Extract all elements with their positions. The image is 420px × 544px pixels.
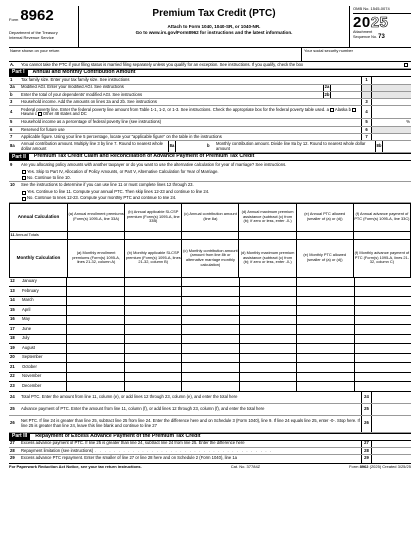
line-text: Total PTC. Enter the amount from line 11, column (e), or add lines 12 through 23, column (e), and enter the total here <box>21 393 238 399</box>
exception-checkbox[interactable] <box>404 63 408 67</box>
month-col-f-input[interactable] <box>355 325 412 334</box>
month-col-c-input[interactable] <box>182 278 240 287</box>
line-text: Are you allocating policy amounts with another taxpayer or do you want to use the alternative calculation for year of marriage? See instructions. <box>21 161 287 167</box>
month-col-e-input[interactable] <box>297 325 355 334</box>
line-number: 10 <box>10 182 15 188</box>
month-col-c-input[interactable] <box>182 306 240 315</box>
annual-col-b: (b) Annual applicable SLCSP premium (Form(s) 1095-A, line 33B) <box>125 203 182 231</box>
month-col-d-input[interactable] <box>240 316 298 325</box>
line-9-no-label: No. Continue to line 10. <box>27 175 71 180</box>
line-number: 29 <box>10 455 15 461</box>
hawaii-checkbox[interactable] <box>352 108 356 112</box>
month-col-f-input[interactable] <box>355 297 412 306</box>
month-col-d-input[interactable] <box>240 373 298 382</box>
line-number: 22 <box>10 373 15 379</box>
line-number: 4 <box>10 109 13 115</box>
monthly-rows <box>9 278 411 392</box>
month-col-d-input[interactable] <box>240 344 298 353</box>
box-number: 8a <box>169 141 176 152</box>
line-7-input[interactable] <box>371 134 411 140</box>
line-number: 18 <box>10 335 15 341</box>
sequence-row <box>353 34 411 41</box>
line-text: Excess advance payment of PTC. If line 25 is greater than line 24, subtract line 24 from line 25. Enter the difference here <box>21 440 245 446</box>
line-7 <box>9 134 411 141</box>
line-text: Advance payment of PTC. Enter the amount from line 11, column (f), or add lines 12 through 23, column (f), and enter the total here <box>21 405 265 411</box>
month-col-f-input[interactable] <box>355 335 412 344</box>
month-name: May <box>20 316 67 325</box>
option-letter: b <box>348 106 351 112</box>
month-name: March <box>20 297 67 306</box>
line-2a-box[interactable] <box>323 85 361 91</box>
line-11-col-b[interactable] <box>125 231 182 239</box>
form-word: Form <box>349 463 359 469</box>
line-24 <box>9 392 411 404</box>
option-letter: c <box>34 111 37 117</box>
other-states-checkbox[interactable] <box>38 112 42 116</box>
department-line-2: Internal Revenue Service <box>9 35 54 40</box>
line-29 <box>9 455 411 462</box>
line-text: Enter the total of your dependents' modified AGI. See instructions <box>21 91 143 97</box>
form-number: 8962 <box>359 463 369 469</box>
month-col-a-input[interactable] <box>67 325 125 334</box>
annual-calculation-label: Annual Calculation <box>10 203 68 231</box>
attachment-label: Attachment <box>353 29 373 34</box>
monthly-calculation-label: Monthly Calculation <box>10 239 68 277</box>
line-number: 2a <box>10 84 15 90</box>
line-11-col-d[interactable] <box>239 231 296 239</box>
line-3-input[interactable] <box>371 99 411 105</box>
name-field[interactable] <box>9 48 301 61</box>
line-text: Federal poverty line. Enter the federal poverty line amount from Table 1-1, 1-2, or 1-3. See instructions. Check the appropriate box for the federal poverty table used. <box>21 106 326 112</box>
month-col-b-input[interactable] <box>125 344 183 353</box>
department-block <box>9 30 78 40</box>
line-text: Tax family size. Enter your tax family size. See instructions <box>21 77 130 83</box>
line-text: Monthly contribution amount. Divide line 8a by 12. Round to nearest whole dollar amount <box>216 141 366 151</box>
amount-box-number: 29 <box>361 455 371 462</box>
amount-box-number: 5 <box>361 119 371 125</box>
line-text: Net PTC. If line 24 is greater than line 25, subtract line 25 from line 24. Enter the difference here and on Schedule 3 (Form 1040), line 9. If line 24 equals line 25, enter -0-. Stop here. If line 25 is greater than line 24, leave this line blank and continue to line 27 <box>21 417 360 428</box>
month-col-c-input[interactable] <box>182 335 240 344</box>
tax-year-prefix: 20 <box>353 13 371 31</box>
month-col-d-input[interactable] <box>240 354 298 363</box>
month-col-d-input[interactable] <box>240 278 298 287</box>
line-text: Modified AGI. Enter your modified AGI. See instructions <box>21 84 124 90</box>
month-col-e-input[interactable] <box>297 354 355 363</box>
line-number: 5 <box>10 119 13 125</box>
hawaii-label: Hawaii <box>21 111 34 117</box>
line-25 <box>9 404 411 416</box>
annual-col-e: (e) Annual PTC allowed (smaller of (a) or (d)) <box>296 203 353 231</box>
line-number: 12 <box>10 278 15 284</box>
line-5-input[interactable] <box>371 119 411 125</box>
line-number: 13 <box>10 287 15 293</box>
line-number: 24 <box>10 393 15 399</box>
line-9-no <box>9 175 411 182</box>
month-row <box>9 382 411 392</box>
part-label: Part III <box>9 434 30 440</box>
form-word: Form <box>9 17 19 23</box>
annual-calculation-table <box>9 203 411 278</box>
month-name: August <box>20 344 67 353</box>
alaska-checkbox[interactable] <box>330 108 334 112</box>
sequence-number: 73 <box>378 34 385 41</box>
monthly-col-a: (a) Monthly enrollment premiums (Form(s) 1095-A, lines 21-32, column A) <box>68 239 125 277</box>
month-col-e-input[interactable] <box>297 316 355 325</box>
line-9-yes-checkbox[interactable] <box>22 170 26 174</box>
line-text: Annual Totals <box>15 231 39 237</box>
month-col-b-input[interactable] <box>125 306 183 315</box>
monthly-col-d: (d) Monthly maximum premium assistance (subtract (c) from (b); if zero or less, enter -0-) <box>239 239 296 277</box>
form-header <box>9 6 411 48</box>
line-11-col-a[interactable] <box>68 231 125 239</box>
box-number: 2a <box>324 84 330 90</box>
month-name: February <box>20 287 67 296</box>
month-name: June <box>20 325 67 334</box>
line-8a-box[interactable] <box>168 141 204 152</box>
monthly-col-c: (c) Monthly contribution amount (amount from line 8b or alternative marriage monthly calculation) <box>182 239 239 277</box>
line-a <box>9 62 411 69</box>
line-11-col-f[interactable] <box>353 231 410 239</box>
line-text: See the instructions to determine if you can use line 11 or must complete lines 12 through 23. <box>21 182 194 188</box>
month-col-e-input[interactable] <box>297 344 355 353</box>
line-text: Annual contribution amount. Multiply line 3 by line 7. Round to nearest whole dollar amount <box>21 141 163 151</box>
line-text: Reserved for future use <box>21 126 65 132</box>
line-5 <box>9 119 411 126</box>
amount-box-number: 26 <box>361 416 371 432</box>
line-10-no <box>9 196 411 203</box>
month-col-b-input[interactable] <box>125 363 183 372</box>
month-row <box>9 316 411 326</box>
amount-box-number: 25 <box>361 404 371 415</box>
part-2-header <box>9 153 411 161</box>
month-col-e-input[interactable] <box>297 278 355 287</box>
month-col-b-input[interactable] <box>125 297 183 306</box>
month-name: January <box>20 278 67 287</box>
line-9-yes-label: Yes. Skip to Part IV, Allocation of Policy Amounts, or Part V, Alternative Calculation for Year of Marriage. <box>27 168 219 174</box>
attach-instruction: Attach to Form 1040, 1040-SR, or 1040-NR. <box>167 23 261 29</box>
month-col-f-input[interactable] <box>355 278 412 287</box>
part-label: Part II <box>9 154 29 160</box>
month-col-b-input[interactable] <box>125 354 183 363</box>
line-4-input[interactable] <box>371 106 411 118</box>
part-title: Annual and Monthly Contribution Amount <box>32 69 136 76</box>
tax-year <box>353 15 411 30</box>
amount-box-number: 6 <box>361 127 371 133</box>
month-col-d-input[interactable] <box>240 363 298 372</box>
line-27 <box>9 441 411 448</box>
form-footer <box>9 463 411 470</box>
month-col-b-input[interactable] <box>125 325 183 334</box>
amount-box-number: 24 <box>361 392 371 403</box>
monthly-col-e: (e) Monthly PTC allowed (smaller of (a) or (d)) <box>296 239 353 277</box>
line-number: b <box>207 143 210 149</box>
month-col-a-input[interactable] <box>67 335 125 344</box>
month-col-c-input[interactable] <box>182 354 240 363</box>
line-text: Household income as a percentage of federal poverty line (see instructions) <box>21 119 162 125</box>
line-number: 21 <box>10 363 15 369</box>
option-letter: a <box>326 106 329 112</box>
line-number: 9 <box>10 161 13 167</box>
line-2a <box>9 85 411 92</box>
line-6-reserved <box>371 127 411 133</box>
line-29-input[interactable] <box>371 455 411 462</box>
ssn-field[interactable] <box>301 48 411 61</box>
annual-col-c: (c) Annual contribution amount (line 8a) <box>182 203 239 231</box>
month-col-b-input[interactable] <box>125 287 183 296</box>
form-id-block <box>9 6 79 47</box>
sequence-label: Sequence No. <box>353 35 378 40</box>
part-1-header <box>9 69 411 77</box>
month-col-c-input[interactable] <box>182 373 240 382</box>
percent-unit: % <box>406 119 410 125</box>
line-text: Excess advance PTC repayment. Enter the smaller of line 27 or line 28 here and on Schedule 2 (Form 1040), line 1a <box>21 455 238 461</box>
line-number: 27 <box>10 440 15 446</box>
month-col-f-input[interactable] <box>355 344 412 353</box>
month-name: April <box>20 306 67 315</box>
amount-box-number: 4 <box>361 106 371 118</box>
line-number: 7 <box>10 133 13 139</box>
month-col-f-input[interactable] <box>355 373 412 382</box>
month-row <box>9 297 411 307</box>
month-col-f-input[interactable] <box>355 306 412 315</box>
month-col-e-input[interactable] <box>297 287 355 296</box>
month-col-d-input[interactable] <box>240 382 298 391</box>
line-text: Repayment limitation (see instructions) <box>21 447 94 453</box>
month-row <box>9 363 411 373</box>
month-name: November <box>20 373 67 382</box>
line-number: 19 <box>10 344 15 350</box>
form-title-block <box>79 6 349 47</box>
catalog-number: Cat. No. 37784Z <box>230 463 261 469</box>
line-number: 6 <box>10 126 13 132</box>
month-row <box>9 354 411 364</box>
annual-col-f: (f) Annual advance payment of PTC (Form(s) 1095-A, line 33C) <box>353 203 410 231</box>
amount-box-number: 7 <box>361 134 371 140</box>
line-6 <box>9 127 411 134</box>
month-col-b-input[interactable] <box>125 278 183 287</box>
month-name: October <box>20 363 67 372</box>
month-col-f-input[interactable] <box>355 316 412 325</box>
month-col-d-input[interactable] <box>240 306 298 315</box>
month-col-a-input[interactable] <box>67 306 125 315</box>
form-title: Premium Tax Credit (PTC) <box>152 8 276 19</box>
line-10 <box>9 182 411 189</box>
month-row <box>9 278 411 288</box>
amount-box-number: 1 <box>361 77 371 83</box>
month-row <box>9 373 411 383</box>
revision-date: (2025) Created 3/25/25 <box>369 463 411 469</box>
box-number: 8b <box>376 141 383 152</box>
amount-box-number: 27 <box>361 441 371 447</box>
month-col-f-input[interactable] <box>355 382 412 391</box>
line-number: 15 <box>10 306 15 312</box>
month-col-a-input[interactable] <box>67 363 125 372</box>
line-text: You cannot take the PTC if your filing status is married filing separately unless you qualify for an exception. See instructions. If you qualify, check the box <box>21 62 304 67</box>
line-1-input[interactable] <box>371 77 411 83</box>
alaska-label: Alaska <box>334 106 348 112</box>
line-2b <box>9 92 411 99</box>
part-title: Repayment of Excess Advance Payment of the Premium Tax Credit <box>35 432 201 439</box>
month-row <box>9 325 411 335</box>
month-col-f-input[interactable] <box>355 287 412 296</box>
month-col-a-input[interactable] <box>67 373 125 382</box>
month-name: December <box>20 382 67 391</box>
month-row <box>9 335 411 345</box>
month-col-a-input[interactable] <box>67 278 125 287</box>
line-9 <box>9 161 411 168</box>
omb-block <box>349 6 411 47</box>
line-text: Household income. Add the amounts on lines 2a and 2b. See instructions <box>21 99 157 104</box>
month-name: July <box>20 335 67 344</box>
month-col-d-input[interactable] <box>240 335 298 344</box>
month-col-a-input[interactable] <box>67 287 125 296</box>
month-col-d-input[interactable] <box>240 297 298 306</box>
line-number: 11 <box>10 231 15 237</box>
month-col-a-input[interactable] <box>67 354 125 363</box>
line-1 <box>9 77 411 84</box>
line-number: 25 <box>10 405 15 411</box>
line-text: Applicable figure. Using your line 5 percentage, locate your "applicable figure" on the table in the instructions <box>21 134 222 139</box>
line-number: 8a <box>10 143 15 149</box>
month-col-e-input[interactable] <box>297 373 355 382</box>
line-24-input[interactable] <box>371 392 411 403</box>
form-number: 8962 <box>20 7 54 24</box>
part-label: Part I <box>9 70 28 76</box>
month-col-c-input[interactable] <box>182 316 240 325</box>
line-10-no-label: No. Continue to lines 12-23. Compute your monthly PTC and continue to line 24. <box>27 195 177 201</box>
line-number: 20 <box>10 354 15 360</box>
month-col-e-input[interactable] <box>297 335 355 344</box>
month-col-f-input[interactable] <box>355 354 412 363</box>
month-col-c-input[interactable] <box>182 325 240 334</box>
paperwork-notice: For Paperwork Reduction Act Notice, see your tax return instructions. <box>9 463 142 469</box>
amount-box-number: 3 <box>361 99 371 105</box>
month-col-e-input[interactable] <box>297 363 355 372</box>
line-9-no-checkbox[interactable] <box>22 176 26 180</box>
goto-instruction: Go to www.irs.gov/Form8962 for instructions and the latest information. <box>135 29 293 35</box>
line-27-input[interactable] <box>371 441 411 447</box>
name-ssn-bar <box>9 48 411 62</box>
part-3-header <box>9 433 411 441</box>
month-row <box>9 306 411 316</box>
month-row <box>9 287 411 297</box>
month-col-c-input[interactable] <box>182 344 240 353</box>
ssn-label: Your social security number <box>304 48 353 53</box>
month-col-e-input[interactable] <box>297 306 355 315</box>
month-col-a-input[interactable] <box>67 316 125 325</box>
line-number: 1 <box>10 77 13 83</box>
monthly-col-f: (f) Monthly advance payment of PTC (Form(s) 1095-A, lines 21-32, column C) <box>353 239 410 277</box>
month-name: September <box>20 354 67 363</box>
line-number: b <box>10 91 13 97</box>
line-number: 26 <box>10 420 15 426</box>
month-col-b-input[interactable] <box>125 373 183 382</box>
department-line-1: Department of the Treasury <box>9 30 58 35</box>
line-number: 3 <box>10 98 13 104</box>
line-4 <box>9 106 411 119</box>
line-number: A. <box>10 61 15 67</box>
line-number: 28 <box>10 447 15 453</box>
month-col-b-input[interactable] <box>125 335 183 344</box>
line-number: 23 <box>10 382 15 388</box>
month-col-a-input[interactable] <box>67 297 125 306</box>
line-10-no-checkbox[interactable] <box>22 197 26 201</box>
line-28-input[interactable] <box>371 448 411 454</box>
line-26 <box>9 416 411 433</box>
line-3 <box>9 99 411 106</box>
line-8b-box[interactable] <box>375 141 411 152</box>
month-col-a-input[interactable] <box>67 344 125 353</box>
line-25-input[interactable] <box>371 404 411 415</box>
line-11-col-c[interactable] <box>182 231 239 239</box>
month-col-b-input[interactable] <box>125 316 183 325</box>
month-col-b-input[interactable] <box>125 382 183 391</box>
month-col-c-input[interactable] <box>182 363 240 372</box>
part-title: Premium Tax Credit Claim and Reconciliation of Advance Payment of Premium Tax Credit <box>33 153 255 160</box>
month-col-d-input[interactable] <box>240 325 298 334</box>
name-label: Name shown on your return <box>10 48 60 53</box>
month-col-e-input[interactable] <box>297 382 355 391</box>
month-col-d-input[interactable] <box>240 287 298 296</box>
line-11-label <box>10 231 68 239</box>
other-states-label: Other 48 states and DC <box>42 111 87 117</box>
line-26-input[interactable] <box>371 416 411 432</box>
annual-col-d: (d) Annual maximum premium assistance (subtract (c) from (b); if zero or less, enter -0-) <box>239 203 296 231</box>
month-col-e-input[interactable] <box>297 297 355 306</box>
form-revision <box>349 465 411 470</box>
line-11-col-e[interactable] <box>296 231 353 239</box>
amount-box-number: 28 <box>361 448 371 454</box>
month-col-c-input[interactable] <box>182 287 240 296</box>
line-28: 28 Repayment limitation (see instructions) . . . . . . . . . . . . . . . . . . . . . . . . . . . . . . . . . . . . . . 28 <box>9 448 411 455</box>
line-10-yes-checkbox[interactable] <box>22 191 26 195</box>
omb-number: OMB No. 1545-0074 <box>353 7 411 14</box>
tax-year-suffix: 25 <box>370 13 389 31</box>
month-col-c-input[interactable] <box>182 297 240 306</box>
line-2b-box[interactable] <box>323 92 361 98</box>
line-8 <box>9 141 411 153</box>
month-col-c-input[interactable] <box>182 382 240 391</box>
month-row <box>9 344 411 354</box>
box-number: 2b <box>324 91 330 97</box>
line-number: 14 <box>10 297 15 303</box>
month-col-a-input[interactable] <box>67 382 125 391</box>
line-10-yes-label: Yes. Continue to line 11. Compute your annual PTC. Then skip lines 12-23 and continue to line 24. <box>27 189 210 195</box>
month-col-f-input[interactable] <box>355 363 412 372</box>
annual-col-a: (a) Annual enrollment premiums (Form(s) 1095-A, line 33A) <box>68 203 125 231</box>
line-number: 17 <box>10 325 15 331</box>
line-number: 16 <box>10 316 15 322</box>
monthly-col-b: (b) Monthly applicable SLCSP premium (Form(s) 1095-A, lines 21-32, column B) <box>125 239 182 277</box>
